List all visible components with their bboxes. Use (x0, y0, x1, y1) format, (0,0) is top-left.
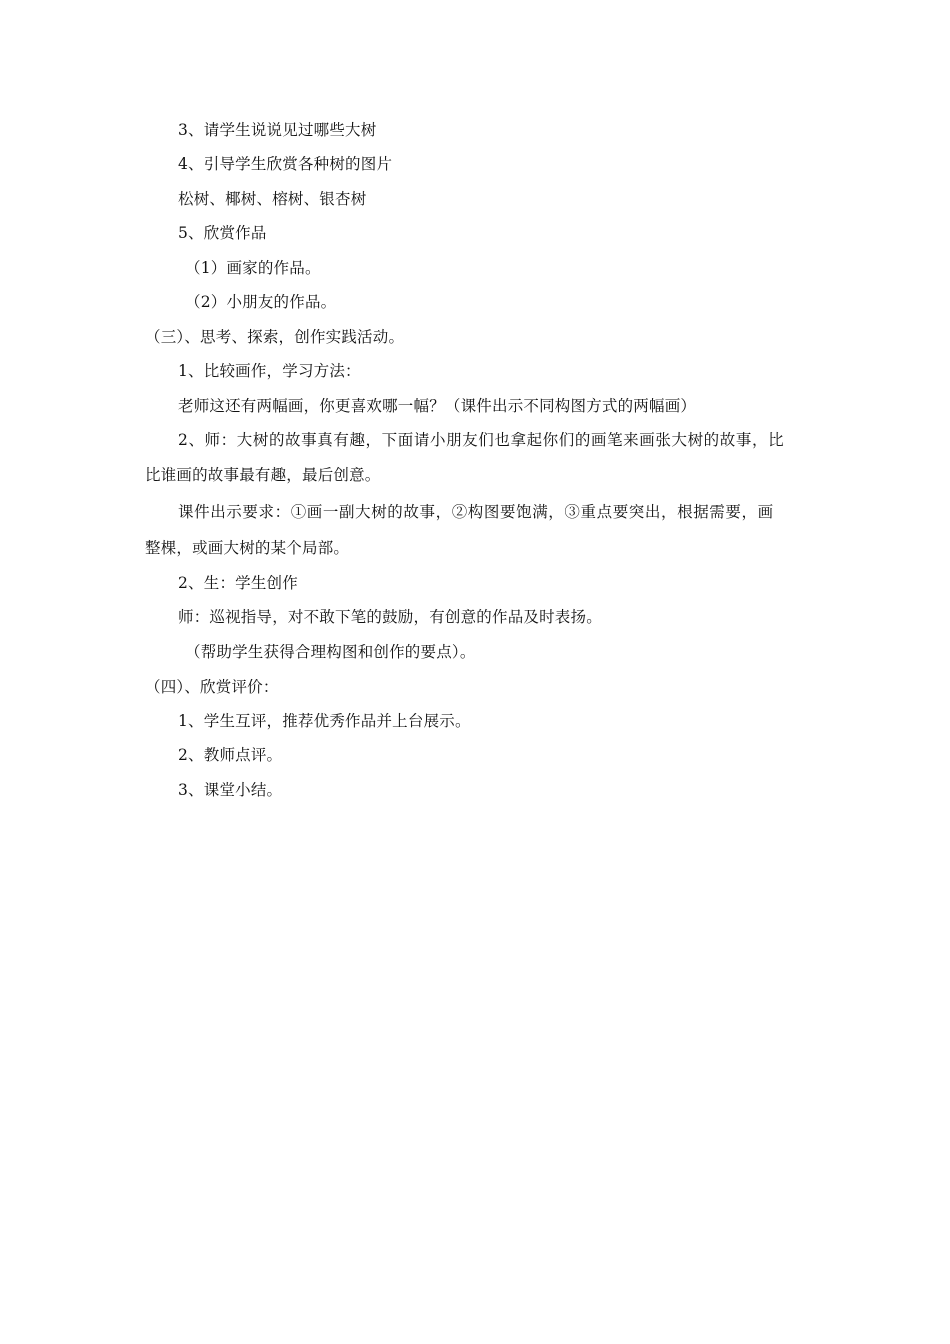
step-2-teacher-line: 2、师：大树的故事真有趣，下面请小朋友们也拿起你们的画笔来画张大树的故事，比 (178, 431, 785, 449)
tree-types-list: 松树、椰树、榕树、银杏树 (178, 190, 367, 208)
section-heading-4: （四）、欣赏评价： (145, 678, 279, 696)
step-1-compare-paintings: 1、比较画作，学习方法： (178, 362, 361, 380)
step-2-student-creation: 2、生：学生创作 (178, 574, 298, 592)
help-note-line: （帮助学生获得合理构图和创作的要点）。 (185, 643, 476, 661)
requirements-line: 课件出示要求：①画一副大树的故事，②构图要饱满，③重点要突出，根据需要，画 (178, 503, 774, 521)
section-heading-3: （三）、思考、探索，创作实践活动。 (145, 328, 405, 346)
requirements-continuation: 整棵，或画大树的某个局部。 (145, 539, 350, 557)
teacher-question-line: 老师这还有两幅画，你更喜欢哪一幅？（课件出示不同构图方式的两幅画） (178, 397, 697, 415)
teacher-guidance-line: 师：巡视指导，对不敢下笔的鼓励，有创意的作品及时表扬。 (178, 608, 602, 626)
step-2-teacher-continuation: 比谁画的故事最有趣，最后创意。 (145, 466, 381, 484)
sub-item-children-works: （2）小朋友的作品。 (185, 293, 337, 311)
step-3-ask-trees: 3、请学生说说见过哪些大树 (178, 121, 377, 139)
step-2-teacher-review: 2、教师点评。 (178, 746, 283, 764)
sub-item-painter-works: （1）画家的作品。 (185, 259, 321, 277)
step-1-peer-review: 1、学生互评，推荐优秀作品并上台展示。 (178, 712, 471, 730)
step-4-appreciate-pictures: 4、引导学生欣赏各种树的图片 (178, 155, 393, 173)
step-3-class-summary: 3、课堂小结。 (178, 781, 283, 799)
step-5-appreciate-works: 5、欣赏作品 (178, 224, 267, 242)
